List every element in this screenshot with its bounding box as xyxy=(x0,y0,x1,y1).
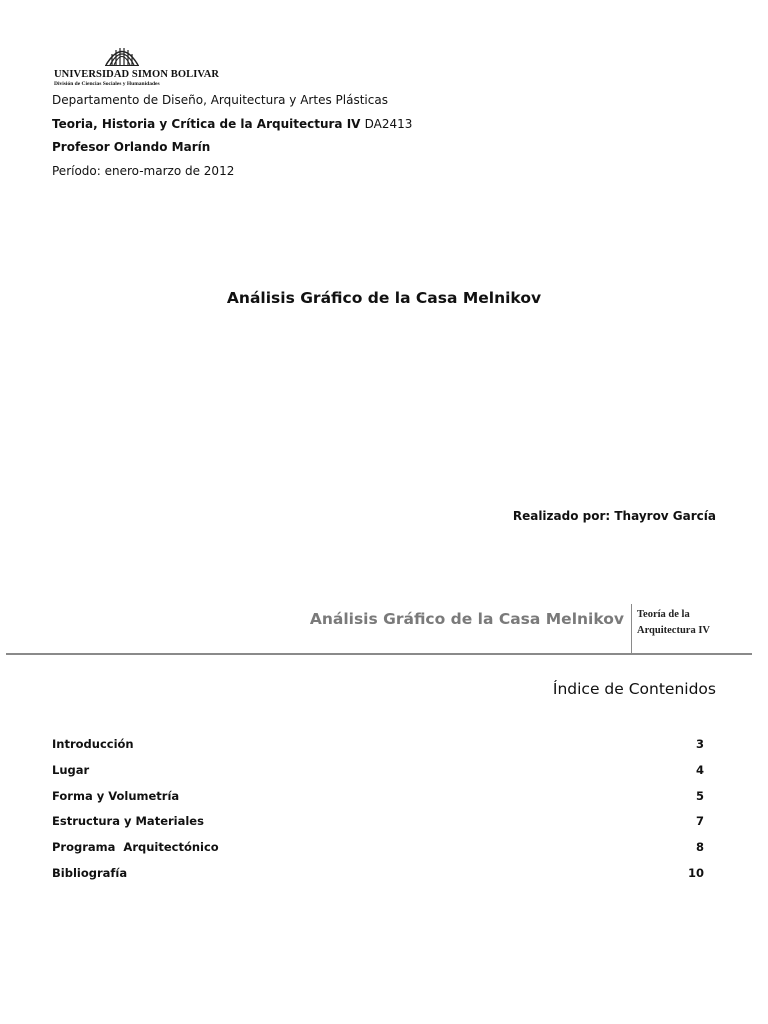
university-emblem-icon xyxy=(104,44,140,66)
toc-entry-label: Programa Arquitectónico xyxy=(52,840,219,855)
course-line xyxy=(52,117,412,131)
toc-entry-page: 10 xyxy=(687,865,704,880)
running-header-title: Análisis Gráfico de la Casa Melnikov xyxy=(309,610,624,628)
toc-entry-page: 4 xyxy=(695,762,704,777)
course-code: DA2413 xyxy=(364,117,413,131)
document-title: Análisis Gráfico de la Casa Melnikov xyxy=(226,289,542,307)
university-logo xyxy=(52,44,220,92)
toc-heading: Índice de Contenidos xyxy=(552,680,716,698)
toc-entry-lugar[interactable] xyxy=(52,761,704,787)
toc-entry-introduccion[interactable] xyxy=(52,735,704,761)
running-header-course-line2: Arquitectura IV xyxy=(637,625,711,636)
department-line: Departamento de Diseño, Arquitectura y Artes Plásticas xyxy=(52,93,388,107)
toc-entry-page: 8 xyxy=(695,840,704,855)
professor-line: Profesor Orlando Marín xyxy=(52,140,211,154)
toc-entry-bibliografia[interactable] xyxy=(52,864,704,890)
toc-entry-estructura-materiales[interactable] xyxy=(52,812,704,838)
toc-entry-label: Bibliografía xyxy=(52,865,128,880)
toc-entry-label: Estructura y Materiales xyxy=(52,814,204,829)
toc-entry-forma-volumetria[interactable] xyxy=(52,787,704,813)
division-name: División de Ciencias Sociales y Humanidades xyxy=(54,81,160,87)
header-rule xyxy=(6,653,752,655)
toc-entry-programa[interactable] xyxy=(52,838,704,864)
running-header-course xyxy=(637,607,747,639)
course-name: Teoria, Historia y Crítica de la Arquitectura IV xyxy=(52,117,361,131)
table-of-contents xyxy=(52,735,704,890)
toc-entry-label: Lugar xyxy=(52,762,90,777)
toc-entry-label: Introducción xyxy=(52,737,134,751)
toc-entry-page: 7 xyxy=(695,814,704,829)
toc-entry-page: 5 xyxy=(695,788,704,803)
period-line: Período: enero-marzo de 2012 xyxy=(52,164,235,178)
toc-entry-label: Forma y Volumetría xyxy=(52,788,180,803)
running-header-course-line1: Teoría de la xyxy=(637,609,690,620)
toc-entry-page: 3 xyxy=(695,737,704,751)
author-line: Realizado por: Thayrov García xyxy=(512,509,716,523)
university-name: UNIVERSIDAD SIMON BOLIVAR xyxy=(54,69,220,80)
header-divider xyxy=(631,604,632,654)
